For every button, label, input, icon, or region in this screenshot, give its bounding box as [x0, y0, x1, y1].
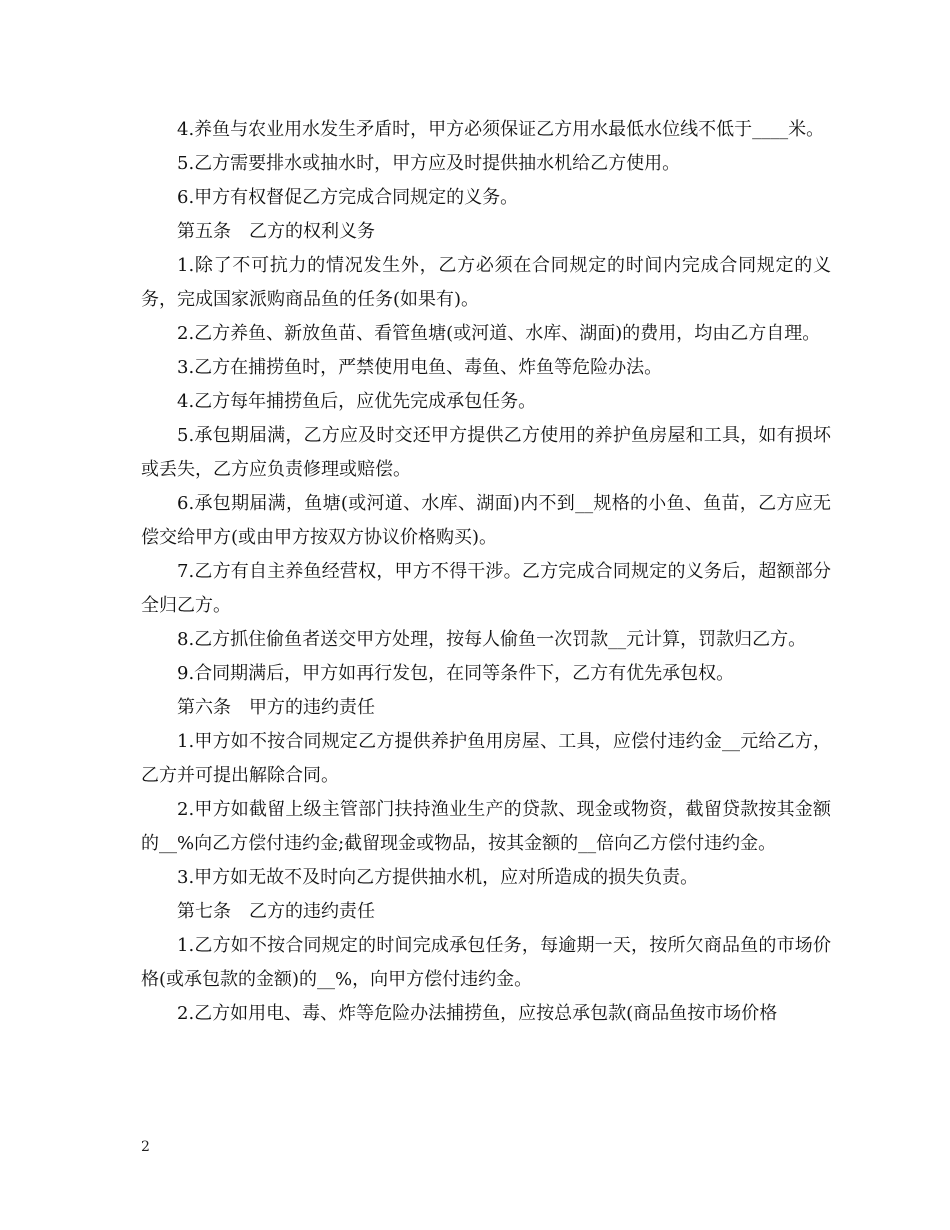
section-heading: 第五条 乙方的权利义务 [177, 221, 375, 242]
paragraph: 2.乙方养鱼、新放鱼苗、看管鱼塘(或河道、水库、湖面)的费用，均由乙方自理。 [177, 323, 821, 344]
paragraph: 4.养鱼与农业用水发生矛盾时，甲方必须保证乙方用水最低水位线不低于____米。 [177, 119, 825, 140]
paragraph: 1.乙方如不按合同规定的时间完成承包任务，每逾期一天，按所欠商品鱼的市场价格(或承包款的金额)的__%，向甲方偿付违约金。 [141, 935, 831, 990]
paragraph: 5.乙方需要排水或抽水时，甲方应及时提供抽水机给乙方使用。 [177, 153, 681, 174]
page-number: 2 [141, 1139, 150, 1155]
paragraph: 6.承包期届满，鱼塘(或河道、水库、湖面)内不到__规格的小鱼、鱼苗，乙方应无偿交给甲方(或由甲方按双方协议价格购买)。 [141, 493, 831, 548]
paragraph: 1.除了不可抗力的情况发生外，乙方必须在合同规定的时间内完成合同规定的义务，完成国家派购商品鱼的任务(如果有)。 [141, 255, 831, 310]
paragraph: 3.乙方在捕捞鱼时，严禁使用电鱼、毒鱼、炸鱼等危险办法。 [177, 357, 663, 378]
paragraph: 1.甲方如不按合同规定乙方提供养护鱼用房屋、工具，应偿付违约金__元给乙方，乙方并可提出解除合同。 [141, 731, 831, 786]
section-heading: 第七条 乙方的违约责任 [177, 901, 375, 922]
paragraph: 9.合同期满后，甲方如再行发包，在同等条件下，乙方有优先承包权。 [177, 663, 735, 684]
paragraph: 8.乙方抓住偷鱼者送交甲方处理，按每人偷鱼一次罚款__元计算，罚款归乙方。 [177, 629, 807, 650]
paragraph: 3.甲方如无故不及时向乙方提供抽水机，应对所造成的损失负责。 [177, 867, 699, 888]
document-body [141, 113, 831, 1031]
paragraph: 4.乙方每年捕捞鱼后，应优先完成承包任务。 [177, 391, 537, 412]
paragraph: 7.乙方有自主养鱼经营权，甲方不得干涉。乙方完成合同规定的义务后，超额部分全归乙方。 [141, 561, 831, 616]
section-heading: 第六条 甲方的违约责任 [177, 697, 375, 718]
paragraph: 6.甲方有权督促乙方完成合同规定的义务。 [177, 187, 519, 208]
paragraph: 5.承包期届满，乙方应及时交还甲方提供乙方使用的养护鱼房屋和工具，如有损坏或丢失，乙方应负责修理或赔偿。 [141, 425, 831, 480]
paragraph: 2.甲方如截留上级主管部门扶持渔业生产的贷款、现金或物资，截留贷款按其金额的__%向乙方偿付违约金;截留现金或物品，按其金额的__倍向乙方偿付违约金。 [141, 799, 831, 854]
paragraph: 2.乙方如用电、毒、炸等危险办法捕捞鱼，应按总承包款(商品鱼按市场价格 [177, 1003, 778, 1024]
